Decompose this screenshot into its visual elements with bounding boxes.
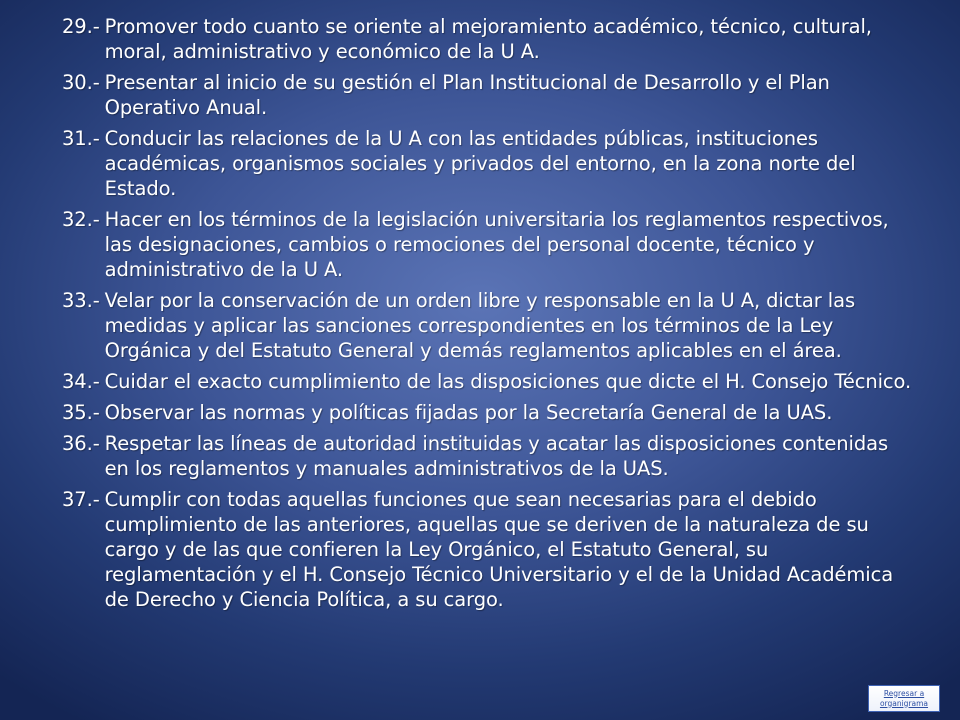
list-item bbox=[62, 487, 917, 612]
item-text: Respetar las líneas de autoridad instituidas y acatar las disposiciones contenidas en los reglamentos y manuales administrativos de la UAS. bbox=[104, 432, 889, 480]
item-number: 31.- bbox=[62, 127, 100, 150]
item-number: 29.- bbox=[62, 15, 100, 38]
list-item bbox=[62, 400, 917, 425]
list-item bbox=[62, 14, 917, 64]
item-number: 34.- bbox=[62, 370, 100, 393]
list-item bbox=[62, 70, 917, 120]
item-number: 30.- bbox=[62, 71, 100, 94]
item-text: Presentar al inicio de su gestión el Plan Institucional de Desarrollo y el Plan Operativo Anual. bbox=[104, 71, 830, 119]
item-text: Cumplir con todas aquellas funciones que sean necesarias para el debido cumplimiento de las anteriores, aquellas que se deriven de la naturaleza de su cargo y de las que confieren la Ley Orgánico, el Estatuto General, su reglamentación y el H. Consejo Técnico Universitario y el de la Unidad Académica de Derecho y Ciencia Política, a su cargo. bbox=[104, 488, 894, 611]
item-number: 32.- bbox=[62, 208, 100, 231]
list-item bbox=[62, 126, 917, 201]
list-item bbox=[62, 207, 917, 282]
item-number: 35.- bbox=[62, 401, 100, 424]
item-text: Hacer en los términos de la legislación universitaria los reglamentos respectivos, las designaciones, cambios o remociones del personal docente, técnico y administrativo de la U A. bbox=[104, 208, 889, 281]
list-item bbox=[62, 431, 917, 481]
item-number: 33.- bbox=[62, 289, 100, 312]
list-item bbox=[62, 369, 917, 394]
item-text: Observar las normas y políticas fijadas por la Secretaría General de la UAS. bbox=[104, 401, 833, 424]
item-text: Cuidar el exacto cumplimiento de las disposiciones que dicte el H. Consejo Técnico. bbox=[104, 370, 912, 393]
back-to-organigrama-link[interactable]: Regresar a organigrama bbox=[868, 685, 940, 712]
item-number: 37.- bbox=[62, 488, 100, 511]
item-text: Velar por la conservación de un orden libre y responsable en la U A, dictar las medidas y aplicar las sanciones correspondientes en los términos de la Ley Orgánica y del Estatuto General y demás reglamentos aplicables en el área. bbox=[104, 289, 856, 362]
item-text: Conducir las relaciones de la U A con las entidades públicas, instituciones académicas, organismos sociales y privados del entorno, en la zona norte del Estado. bbox=[104, 127, 856, 200]
numbered-list bbox=[62, 14, 917, 618]
list-item bbox=[62, 288, 917, 363]
item-number: 36.- bbox=[62, 432, 100, 455]
item-text: Promover todo cuanto se oriente al mejoramiento académico, técnico, cultural, moral, administrativo y económico de la U A. bbox=[104, 15, 872, 63]
